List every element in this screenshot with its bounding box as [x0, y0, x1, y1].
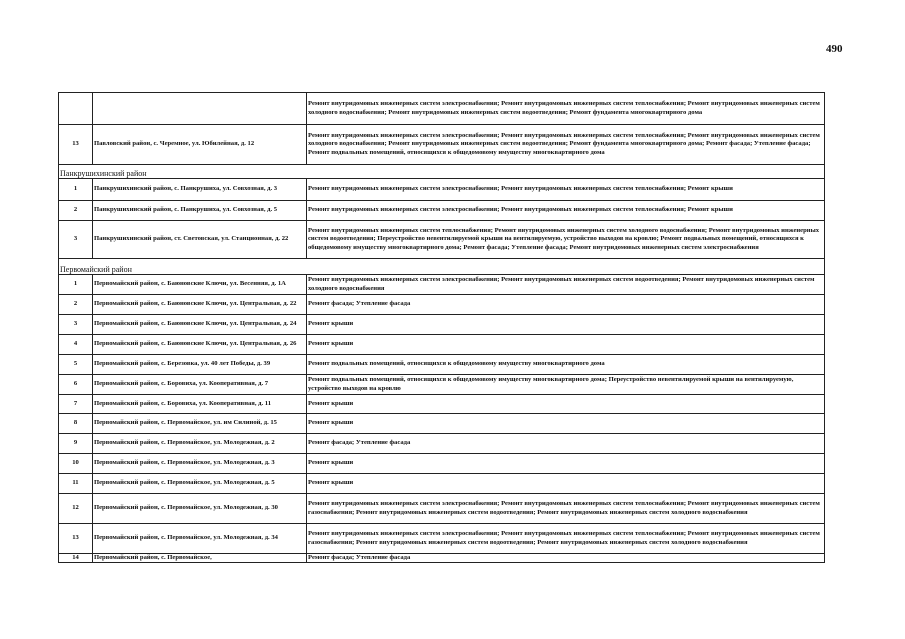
row-works: Ремонт внутридомовых инженерных систем электроснабжения; Ремонт внутридомовых инженерных систем теплоснабжения; Ремонт внутридомовых инженерных систем холодного водоснабжения; Ремонт внутридомовых инженерных систем водоотведения; Ремонт фундамента многоквартирного дома [307, 93, 825, 125]
row-number: 3 [59, 315, 93, 335]
section-header-row [59, 165, 825, 179]
row-works: Ремонт крыши [307, 454, 825, 474]
row-address: Первомайский район, с. Первомайское, ул. им Силиной, д. 15 [93, 414, 307, 434]
row-address: Павловский район, с. Черемное, ул. Юбилейная, д. 12 [93, 125, 307, 165]
table-row [59, 275, 825, 295]
row-works: Ремонт крыши [307, 335, 825, 355]
table-row [59, 414, 825, 434]
row-number: 14 [59, 554, 93, 563]
row-number: 7 [59, 395, 93, 414]
row-address: Панкрушихинский район, с. Панкрушиха, ул. Совхозная, д. 5 [93, 201, 307, 221]
table-row [59, 355, 825, 375]
table-row [59, 221, 825, 259]
row-number: 2 [59, 295, 93, 315]
row-address: Первомайский район, с. Первомайское, ул. Молодежная, д. 2 [93, 434, 307, 454]
table-row [59, 335, 825, 355]
row-works: Ремонт крыши [307, 315, 825, 335]
table-row [59, 315, 825, 335]
row-number: 11 [59, 474, 93, 494]
row-works: Ремонт внутридомовых инженерных систем электроснабжения; Ремонт внутридомовых инженерных систем теплоснабжения; Ремонт внутридомовых инженерных систем холодного водоснабжения; Ремонт внутридомовых инженерных систем водоотведения; Ремонт фундамента многоквартирного дома; Ремонт фасада; Утепление фасада; Ремонт подвальных помещений, относящихся к общедомовому имуществу многоквартирного дома [307, 125, 825, 165]
row-works: Ремонт внутридомовых инженерных систем электроснабжения; Ремонт внутридомовых инженерных систем теплоснабжения; Ремонт внутридомовых инженерных систем газоснабжения; Ремонт внутридомовых инженерных систем водоотведения; Ремонт внутридомовых инженерных систем холодного водоснабжения [307, 494, 825, 524]
row-works: Ремонт фасада; Утепление фасада [307, 554, 825, 563]
row-address: Первомайский район, с. Первомайское, ул. Молодежная, д. 34 [93, 524, 307, 554]
row-works: Ремонт подвальных помещений, относящихся к общедомовому имуществу многоквартирного дома; Переустройство невентилируемой крыши на вентилируемую, устройство выходов на кровлю [307, 375, 825, 395]
row-number: 4 [59, 335, 93, 355]
row-number: 12 [59, 494, 93, 524]
row-works: Ремонт внутридомовых инженерных систем электроснабжения; Ремонт внутридомовых инженерных систем водоотведения; Ремонт внутридомовых инженерных систем холодного водоснабжения [307, 275, 825, 295]
row-address: Первомайский район, с. Боровиха, ул. Кооперативная, д. 11 [93, 395, 307, 414]
row-address: Первомайский район, с. Первомайское, ул. Молодежная, д. 3 [93, 454, 307, 474]
table-row [59, 93, 825, 125]
row-address: Первомайский район, с. Первомайское, [93, 554, 307, 563]
table-row [59, 395, 825, 414]
table-row [59, 474, 825, 494]
row-address: Первомайский район, с. Баюновские Ключи, ул. Весенняя, д. 1А [93, 275, 307, 295]
row-number [59, 93, 93, 125]
row-address: Первомайский район, с. Первомайское, ул. Молодежная, д. 30 [93, 494, 307, 524]
row-address [93, 93, 307, 125]
table-row [59, 524, 825, 554]
row-number: 8 [59, 414, 93, 434]
section-header-row [59, 259, 825, 275]
row-address: Первомайский район, с. Баюновские Ключи, ул. Центральная, д. 26 [93, 335, 307, 355]
row-works: Ремонт фасада; Утепление фасада [307, 295, 825, 315]
row-works: Ремонт фасада; Утепление фасада [307, 434, 825, 454]
row-address: Первомайский район, с. Баюновские Ключи, ул. Центральная, д. 24 [93, 315, 307, 335]
row-works: Ремонт внутридомовых инженерных систем теплоснабжения; Ремонт внутридомовых инженерных систем холодного водоснабжения; Ремонт внутридомовых инженерных систем водоотведения; Переустройство невентилируемой крыши на вентилируемую, устройство выходов на кровлю; Ремонт подвальных помещений, относящихся к общедомовому имуществу многоквартирного дома; Ремонт фасада; Утепление фасада; Ремонт внутридомовых инженерных систем электроснабжения [307, 221, 825, 259]
row-works: Ремонт внутридомовых инженерных систем электроснабжения; Ремонт внутридомовых инженерных систем теплоснабжения; Ремонт внутридомовых инженерных систем газоснабжения; Ремонт внутридомовых инженерных систем водоотведения; Ремонт внутридомовых инженерных систем холодного водоснабжения [307, 524, 825, 554]
row-address: Первомайский район, с. Боровиха, ул. Кооперативная, д. 7 [93, 375, 307, 395]
row-works: Ремонт внутридомовых инженерных систем электроснабжения; Ремонт внутридомовых инженерных систем теплоснабжения; Ремонт крыши [307, 201, 825, 221]
table-row [59, 375, 825, 395]
row-address: Панкрушихинский район, с. Панкрушиха, ул. Совхозная, д. 3 [93, 179, 307, 201]
table-row [59, 179, 825, 201]
table-body [59, 93, 825, 563]
row-number: 1 [59, 275, 93, 295]
row-number: 13 [59, 125, 93, 165]
row-works: Ремонт подвальных помещений, относящихся к общедомовому имуществу многоквартирного дома [307, 355, 825, 375]
row-address: Первомайский район, с. Березовка, ул. 40 лет Победы, д. 39 [93, 355, 307, 375]
row-number: 2 [59, 201, 93, 221]
table-row [59, 454, 825, 474]
row-number: 5 [59, 355, 93, 375]
page-number: 490 [826, 43, 843, 55]
table-row [59, 201, 825, 221]
repair-program-table [58, 92, 825, 563]
row-address: Первомайский район, с. Первомайское, ул. Молодежная, д. 5 [93, 474, 307, 494]
row-works: Ремонт крыши [307, 395, 825, 414]
row-number: 10 [59, 454, 93, 474]
row-works: Ремонт внутридомовых инженерных систем электроснабжения; Ремонт внутридомовых инженерных систем теплоснабжения; Ремонт крыши [307, 179, 825, 201]
row-number: 9 [59, 434, 93, 454]
table-row [59, 494, 825, 524]
table-row [59, 554, 825, 563]
row-works: Ремонт крыши [307, 414, 825, 434]
table-row [59, 295, 825, 315]
row-address: Первомайский район, с. Баюновские Ключи, ул. Центральная, д. 22 [93, 295, 307, 315]
table-row [59, 434, 825, 454]
row-works: Ремонт крыши [307, 474, 825, 494]
district-title: Панкрушихинский район [59, 165, 825, 179]
row-number: 1 [59, 179, 93, 201]
row-number: 13 [59, 524, 93, 554]
row-number: 6 [59, 375, 93, 395]
table-row [59, 125, 825, 165]
district-title: Первомайский район [59, 259, 825, 275]
row-address: Панкрушихинский район, ст. Световская, ул. Станционная, д. 22 [93, 221, 307, 259]
row-number: 3 [59, 221, 93, 259]
